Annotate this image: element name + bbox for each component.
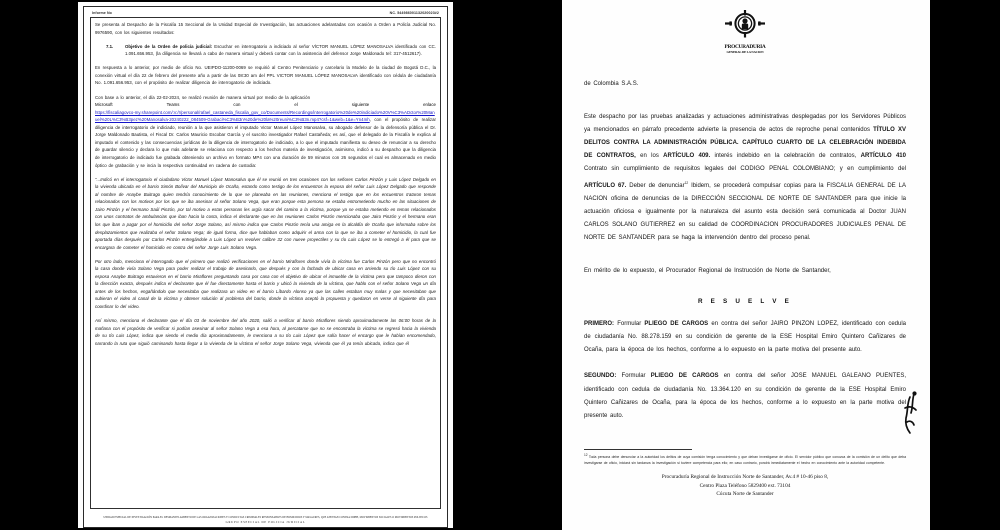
left-scanned-page (78, 2, 453, 528)
footnote-divider (584, 449, 692, 450)
teams-word-1: Teams (166, 102, 180, 108)
rp1-bold-1: TÍTULO XV DELITOS CONTRA LA ADMINISTRACIÓN PÚBLICA. CAPÍTULO CUARTO DE LA CELEBRACIÓN INDEBIDA DE CONTRATOS, (584, 127, 906, 160)
recording-link-part-1[interactable]: https://fiscaliagovco-my.sharepoint.com/:v:/r/personal/rafael_castaneda_fiscalia_gov_co/Documents/Recordings/interrogatorio%20de%20indiciado%20V%C3%ADctor%20Manuel%20L%C3%B3pez%20Manosalva-20240222_084509- (95, 109, 435, 123)
left-footer-line-2: GRUPO ESPECIAL DE POLICIA JUDICIAL (225, 520, 306, 525)
left-paragraph-3-tail: , con el propósito de realizar diligencia de interrogatorio de indiciado, reunión a la que asistieron el imputado Victor Manuel López Manosalva, su abogado defensor de la defensoría pública el Dr. Jorge Maldonado Bautista, el Fiscal Dr. Carlos Mauricio Escobar García y el suscrito investigador Rafael Castañeda; es así, que el delegado de la Fiscalía le explica al imputado el contenido y las consecuencias jurídicas de la diligencia de interrogatorio de indiciado, a lo que el imputado manifiesta su deseo de renunciar a su derecho de guardar silencio y declara lo que más adelante se relaciona con respecto a los hechos materia de investigación, asimismo, indicó a su despacho que la diligencia de interrogatorio de indiciado fue grabada obteniendo un archivo en formato MP4 con una duración de 59 minutos con 26 segundos el cual es almacenado en medio óptico de grabación y se incia la respectiva continuidad en cadena de custodia: (95, 117, 436, 168)
crest-word-2: GENERAL DE LA NACION (726, 50, 764, 54)
footnote-marker-inline: 12 (684, 180, 689, 185)
resolves-heading: R E S U E L V E (697, 298, 793, 306)
segundo-lead: Formular (616, 373, 651, 380)
teams-word-2: con (233, 102, 241, 108)
primero-bold-phrase: PLIEGO DE CARGOS (644, 321, 709, 328)
left-quote-2: Por otro lado, menciona el interrogado que el primero que realizó verificaciones en el barrio Miraflores donde vivía la víctima fue Carlos Pinzón pero que no encontró la casa donde vivía Solano Vega para poder realizar el trabajo de asesinarlo, que después y con la fachada de ubicar casa en arriendo su tío Luis López con su esposa Anaybe Buitrago estuvieron en el barrio Miraflores preguntando casa por casa con el objetivo de ubicar el inmueble de la víctima pero que tampoco dieron con la dirección exacta, después indica el declarante que él fue directamente hasta el barrio y ubicó la vivienda de la víctima, que hablo con el señor Solano Vega un día antes de los hechos, engañándolo que necesitaba que realizara un video en el barrio Líbardo Alonso ya que las calles estaban muy malas y que necesitaban que subieran el video al canal de la víctima y obtener solución al problema del barrio, donde la víctima aceptó la propuesta y quedaron en verse al siguiente día para coordinar lo del video. (95, 258, 436, 310)
procuraduria-emblem-icon (724, 10, 765, 54)
segundo-bold-phrase: PLIEGO DE CARGOS (650, 373, 719, 380)
segundo-ordinal: SEGUNDO: (584, 373, 617, 380)
crest-word-1: PROCURADURIA (724, 44, 766, 50)
left-intro-paragraph: Se presenta al Despacho de la Fiscalía 15 Seccional de la Unidad Especial de Investigación, las actuaciones adelantadas con ocasión a Orden a Policía Judicial No. 9976590, con los siguientes resultados: (95, 22, 436, 35)
rp1-c: interés indebido en la celebración de contratos, (710, 153, 861, 160)
right-page-frame (562, 6, 930, 530)
rp1-a: Este despacho por las pruebas analizadas y actuaciones administrativas desplegadas por los Servidores Públicos ya mencionados en párrafo precedente advierte la presencia de actos de reproche penal contenidos (584, 114, 906, 134)
right-page-footer (584, 473, 906, 499)
rp1-d: Contrato sin cumplimiento de requisitos legales del CODIGO PENAL COLOMBIANO; y en cumplimiento del (584, 166, 906, 173)
left-paragraph-3-lead: Con base a lo anterior, el día 22-02-2024, se realizó reunión de manera virtual por medio de la aplicación (95, 94, 311, 100)
resolution-item-primero (584, 318, 906, 357)
teams-spread-line (95, 101, 436, 109)
continuation-line: de Colombia S.A.S. (584, 81, 639, 87)
segundo-text: en contra del señor JOSE MANUEL GALEANO PUENTES, identificado con cedula de ciudadanía No. 13.364.120 en su condición de gerente de la ESE Hospital Emiro Quintero Cañizares de Ocaña, para la época de los hechos, conforme a lo expuesto en la parte motiva del presente auto. (584, 373, 906, 419)
resolution-item-segundo (584, 370, 906, 422)
primero-ordinal: PRIMERO: (584, 321, 614, 328)
teams-word-4: siguiente (351, 102, 370, 108)
left-footer-line-1: UNIDAD ESPECIAL DE INVESTIGACIÓN PARA EL DESMANTELAMIENTO DE LAS ORGANIZACIONES Y CONDUCTAS CRIMINALES RESPONSABLES DE HOMICIDIOS Y MASACRES, QUE ATENTAN CONTRA DDHH, MOVIMIENTOS SOCIALES O MOVIMIENTOS POLITICOS (103, 516, 428, 520)
right-footer-line-2: Centro Plaza Teléfono 5829400 ext. 73104 (699, 482, 791, 489)
right-paragraph-1 (584, 111, 906, 245)
crest-block (584, 6, 906, 58)
informe-label: Informe No (92, 11, 112, 15)
rp1-bold-3: ARTÍCULO 410 (860, 153, 906, 160)
objective-bold-lead: Objetivo de la Orden de policía judicial: (125, 43, 213, 49)
rp1-f: Ibidem, se procederá compulsar copias para la FISCALIA GENERAL DE LA NACION oficina de denuncias de la DIRECCIÓN SECCIONAL DE NORTE DE SANTANDER para que inicie la actuación oficiosa e igualmente por la naturaleza del asunto esta decisión será comunicada al Doctor JUAN CARLOS SOLANO GUTIERREZ en su calidad de COORDINACION PROCURADORES JUDICIALES PENAL DE NORTE DE SANTANDER para se haga la intervención dentro del proceso penal. (584, 182, 906, 241)
right-scanned-page (562, 0, 930, 530)
teams-word-0: Microsoft (95, 102, 113, 108)
merit-paragraph: En mérito de lo expuesto, el Procurador Regional de Instrucción de Norte de Santander, (584, 268, 831, 275)
recording-link-part-2[interactable]: Grabaci%C3%B3n%20de%20la%20reuni%C3%B3n.mp4?csf=1&web=1&e=Yn4mh (207, 117, 370, 123)
left-quote-3: Así mismo, menciona el declarante que el día 03 de noviembre del año 2020, salió a verificar al barrio Miraflores siendo aproximadamente las 06:00 horas de la mañana con el propósito de verificar si podían asesinar al señor Solano Vega a esa hora, al percatarse que no se encontraba la víctima se regresó hacia la vivienda de su tío Luis López, indica que siendo el medio día aproximadamente, le menciona a su tío Luis López que salía hacer el encargo que le habían encomendado, narrando la ruta que siguió caminando hasta llegar a la vivienda de la víctima el señor Jorge Solano Vega, vivienda que él ya tenía ubicada, indica que él (95, 318, 436, 346)
objective-item-text (125, 43, 436, 58)
objective-item (95, 43, 436, 58)
footnote-text (584, 453, 906, 466)
right-footer-line-1: Procuraduría Regional de Instrucción Norte de Santander, Av.4 # 10-46 piso 8, (661, 474, 829, 481)
objective-item-number: 7.1. (106, 43, 114, 49)
objective-body: Escuchar en interrogatorio a indiciado al señor VÍCTOR MANUEL LÓPEZ MANOSALVA identificado con CC. 1.091.656.953, (la diligencia se llevará a cabo de manera virtual y deberá contar con la asistencia del defensor Jorge Maldonado tel: 317-4512617). (125, 43, 436, 57)
rp1-e: Deber de denunciar (626, 182, 685, 189)
footnote-marker: 12 (584, 453, 588, 458)
left-paragraph-3-rest (95, 109, 436, 169)
left-paragraph-2: En respuesta a lo anterior, por medio de oficio No. UEIPDO-11200-0069 se requirió al Centro Penitenciario y carcelario la Modelo de la ciudad de Bogotá D.C., la conexión virtual el día 22 de febrero del presente año a partir de las 08:30 am del PPL VICTOR MANUEL LÓPEZ MANOSALVA identificado con cédula de ciudadanía No. 1.091.656.953, con el propósito de realizar diligencia de interrogatorio de indiciado. (95, 65, 436, 86)
teams-word-3: el (294, 102, 298, 108)
primero-text: en contra del señor JAIRO PINZON LOPEZ, identificado con cedula de ciudadanía No. 88.278.159 en su condición de gerente de la ESE Hospital Emiro Quintero Cañizares de Ocaña, para la época de los hechos, conforme a lo expuesto en la parte motiva del presente auto. (584, 321, 906, 354)
rp1-bold-2: ARTÍCULO 409. (663, 153, 711, 160)
rp1-b: en los (635, 153, 664, 160)
left-quote-1: "...Indicó en el interrogatorio el ciudadano Victor Manuel López Manosalva que él se reunió en tres ocasiones con los señores Carlos Pinzón y Luis López Delgado en la vivienda ubicada en el barrio Simón Bolívar del Municipio de Ocaña, estando como testigo de los encuentros la esposa del señor Luis López Delgado que responde al nombre de Anaybe Buitrago quien tendría conocimiento de lo que se planeaba en las reuniones, menciona el testigo que en los encuentros trataron temas relacionados con los motivos por los que se iba asesinar al señor Solano Vega, que eran porque esta persona se estaba entrometiendo mucho en las situaciones de Jairo Pinzón y el hermano Saúl Pinzón, por tal motivo a estas personas les urgía sacar del camino a la víctima, porque ya se estaba metiendo en temas relacionados con unos contratos de ambulancias que iban hacia la costa, indica el declarante que en las reuniones Carlos Pinzón mencionaba que Jairo Pinzón y el hermano eran los que iban a pagar por el homicidio del señor Jorge Solano, así mismo indica que Carlos Pinzón tenía una amiga en la alcaldía de Ocaña que informaba sobre los desplazamientos que realizaba el señor Solano Vega; de igual forma, dice que hablaban como adquirir el arma con la que se iba a cometer el homicidio, la cual fue aportada días después por Carlos Pinzón entregándole a Luis López un revolver calibre 32 con nueve proyectiles y su tío Luis López se lo entregó a él para que se encargara de cometer el homicidio en contra del señor Jorge Luis Solano Vega. (95, 176, 436, 250)
left-page-body (90, 17, 441, 509)
right-footer-line-3: Cúcuta Norte de Santander (716, 491, 774, 498)
footnote-body: Toda persona debe denunciar a la autoridad los delitos de cuya comisión tenga conocimiento y que deban investigarse de oficio. El servidor público que conozca de la comisión de un delito que deba investigarse de oficio, iniciará sin tardanza la investigación si tuviere competencia para ello; en caso contrario, pondrá inmediatamente el hecho en conocimiento ante la autoridad competente. (584, 455, 906, 465)
left-page-frame (83, 6, 448, 528)
primero-lead: Formular (614, 321, 645, 328)
rp1-bold-4: ARTÍCULO 67. (584, 182, 627, 189)
left-page-footer (90, 516, 441, 525)
teams-word-5: enlace (423, 102, 436, 108)
informe-code: NC. 544986001132020023#2 (389, 11, 439, 15)
